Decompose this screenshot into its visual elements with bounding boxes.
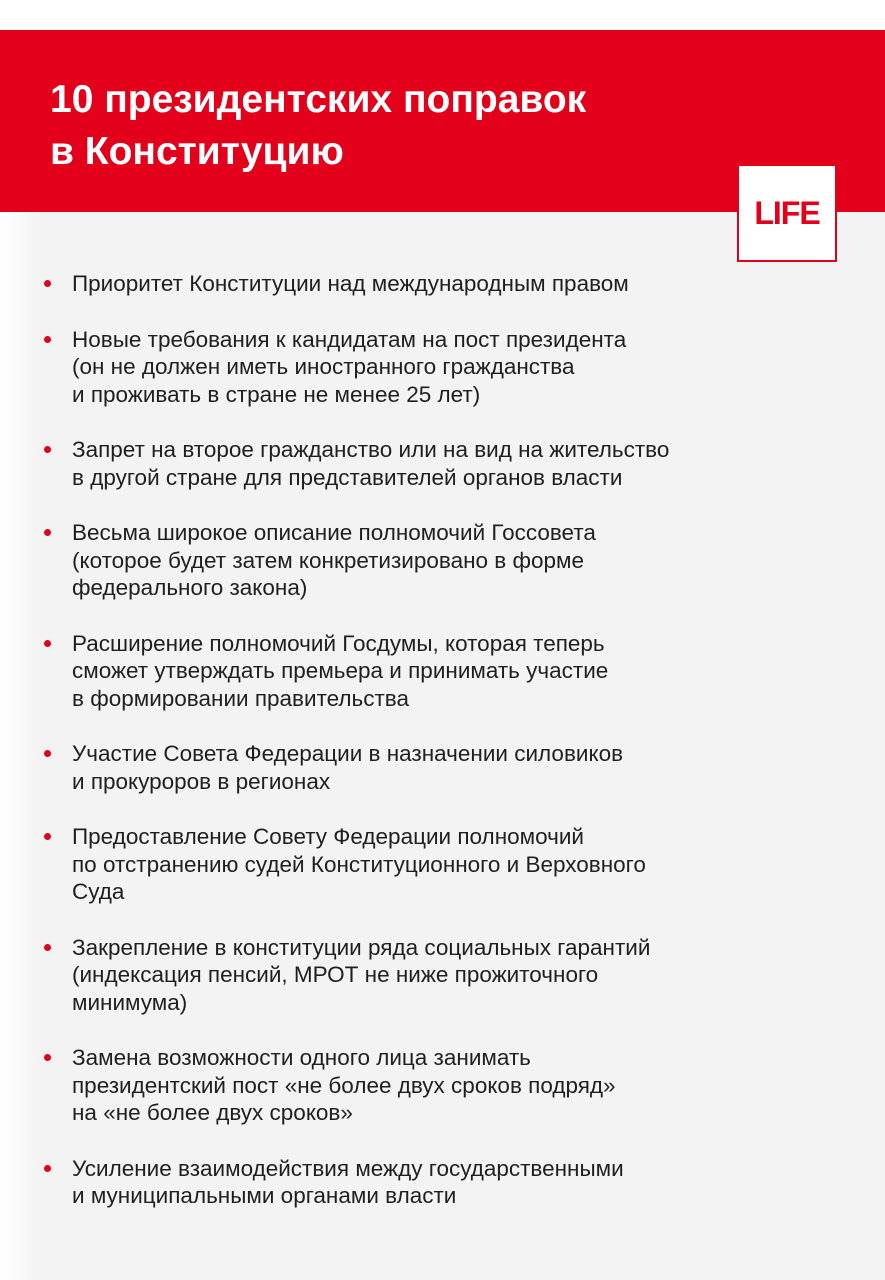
list-item [0, 934, 885, 1017]
bullet-icon [44, 280, 51, 287]
item-text-line: и муниципальными органами власти [72, 1183, 457, 1208]
list-item [0, 270, 885, 298]
item-text-line: (которое будет затем конкретизировано в форме [72, 547, 585, 573]
item-text-line: Приоритет Конституции над международным правом [72, 271, 629, 296]
list-item [0, 740, 885, 795]
item-text-line: Усиление взаимодействия между государственными [72, 1155, 624, 1181]
top-margin [0, 0, 885, 30]
logo-text: LIFE [754, 194, 820, 231]
bullet-icon [44, 1165, 51, 1172]
bullet-icon [44, 640, 51, 647]
bullet-icon [44, 944, 51, 951]
bullet-icon [44, 446, 51, 453]
page-title [50, 74, 750, 178]
bullet-icon [44, 336, 51, 343]
item-text-line: по отстранению судей Конституционного и Верховного [72, 851, 646, 877]
bullet-icon [44, 1054, 51, 1061]
life-logo [737, 164, 837, 262]
infographic-card [0, 30, 885, 1280]
list-item [0, 1155, 885, 1210]
amendments-list [0, 270, 885, 1238]
item-text-line: Закрепление в конституции ряда социальных гарантий [72, 934, 651, 960]
list-item [0, 1044, 885, 1127]
item-text-line: Участие Совета Федерации в назначении силовиков [72, 741, 624, 766]
list-item [0, 519, 885, 602]
item-text-line: Запрет на второе гражданство или на вид на жительство [72, 437, 670, 462]
list-item [0, 326, 885, 409]
bullet-icon [44, 529, 51, 536]
title-line-2: в Конституцию [50, 130, 344, 173]
list-item [0, 823, 885, 906]
item-text-line: Суда [72, 879, 125, 904]
item-text-line: (индексация пенсий, МРОТ не ниже прожиточного [72, 962, 599, 987]
list-item [0, 436, 885, 491]
item-text-line: федерального закона) [72, 575, 308, 600]
item-text-line: минимума) [72, 989, 188, 1015]
item-text-line: Расширение полномочий Госдумы, которая теперь [72, 630, 605, 656]
item-text-line: (он не должен иметь иностранного гражданства [72, 354, 575, 379]
item-text-line: президентский пост «не более двух сроков подряд» [72, 1072, 616, 1098]
item-text-line: сможет утверждать премьера и принимать участие [72, 658, 609, 683]
bullet-icon [44, 833, 51, 840]
item-text-line: в формировании правительства [72, 685, 410, 711]
item-text-line: Замена возможности одного лица занимать [72, 1045, 531, 1070]
item-text-line: в другой стране для представителей органов власти [72, 464, 623, 490]
title-line-1: 10 президентских поправок [50, 78, 587, 121]
item-text-line: Новые требования к кандидатам на пост президента [72, 326, 627, 352]
item-text-line: и прокуроров в регионах [72, 768, 331, 794]
item-text-line: Предоставление Совету Федерации полномочий [72, 824, 584, 849]
item-text-line: и проживать в стране не менее 25 лет) [72, 381, 481, 407]
bullet-icon [44, 750, 51, 757]
list-item [0, 630, 885, 713]
item-text-line: на «не более двух сроков» [72, 1100, 353, 1125]
item-text-line: Весьма широкое описание полномочий Госсовета [72, 520, 596, 545]
